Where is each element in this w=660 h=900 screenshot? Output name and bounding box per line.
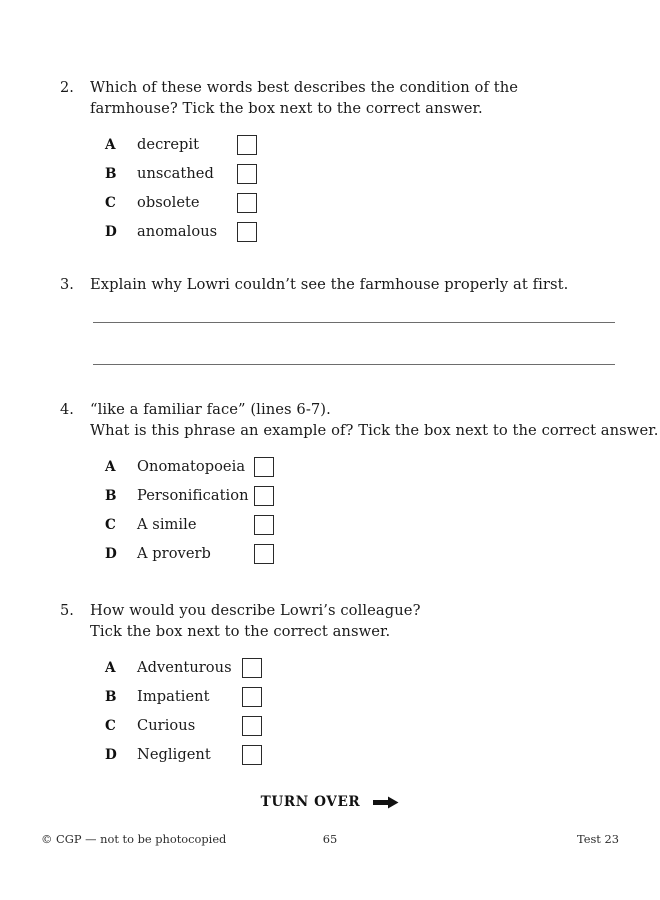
option-label: Personification	[137, 487, 249, 504]
question-2-heading	[0, 78, 660, 119]
question-5	[0, 601, 660, 769]
question-5-text-line2: Tick the box next to the correct answer.	[90, 622, 391, 640]
option-letter: B	[105, 487, 117, 504]
question-4-heading	[0, 400, 660, 441]
option-label: Adventurous	[137, 659, 232, 676]
option-row[interactable]	[105, 682, 660, 711]
option-row[interactable]	[105, 159, 660, 188]
question-3-text	[90, 275, 660, 296]
option-checkbox[interactable]	[254, 486, 274, 506]
option-checkbox[interactable]	[242, 687, 262, 707]
option-label: Impatient	[137, 688, 210, 705]
question-4-text-line1: “like a familiar face” (lines 6-7).	[90, 401, 331, 418]
option-label: Negligent	[137, 746, 211, 763]
option-letter: D	[105, 545, 117, 562]
question-3-heading	[0, 275, 660, 296]
question-5-options	[105, 653, 660, 769]
option-checkbox[interactable]	[242, 716, 262, 736]
option-checkbox[interactable]	[242, 745, 262, 765]
answer-line-1-container[interactable]	[93, 322, 615, 323]
question-5-number: 5.	[60, 603, 74, 619]
answer-line[interactable]	[93, 322, 615, 323]
option-letter: D	[105, 223, 117, 240]
option-row[interactable]	[105, 130, 660, 159]
question-2-text	[90, 78, 660, 119]
option-checkbox[interactable]	[254, 544, 274, 564]
option-letter: A	[105, 458, 116, 475]
question-2-number: 2.	[60, 80, 74, 96]
option-checkbox[interactable]	[254, 515, 274, 535]
question-3-number: 3.	[60, 277, 74, 293]
option-row[interactable]	[105, 217, 660, 246]
question-4-text	[90, 400, 660, 441]
turn-over-notice	[0, 794, 660, 810]
footer-page-number: 65	[322, 832, 338, 846]
footer-test-label: Test 23	[577, 832, 619, 846]
option-checkbox[interactable]	[237, 193, 257, 213]
option-letter: C	[105, 194, 116, 211]
option-label: Curious	[137, 717, 196, 734]
option-row[interactable]	[105, 452, 660, 481]
option-row[interactable]	[105, 510, 660, 539]
option-letter: A	[105, 136, 116, 153]
option-checkbox[interactable]	[237, 222, 257, 242]
option-row[interactable]	[105, 653, 660, 682]
option-letter: C	[105, 516, 116, 533]
option-row[interactable]	[105, 539, 660, 568]
option-letter: B	[105, 688, 117, 705]
question-4-text-line2: What is this phrase an example of? Tick the box next to the correct answer.	[90, 421, 659, 439]
option-label: unscathed	[137, 165, 214, 182]
option-checkbox[interactable]	[254, 457, 274, 477]
option-label: anomalous	[137, 223, 218, 240]
option-checkbox[interactable]	[237, 135, 257, 155]
question-2	[0, 78, 660, 246]
option-letter: D	[105, 746, 117, 763]
question-5-text-line1: How would you describe Lowri’s colleague?	[90, 602, 421, 619]
question-2-text-line1: Which of these words best describes the condition of the	[90, 79, 519, 96]
question-5-text	[90, 601, 660, 642]
option-checkbox[interactable]	[242, 658, 262, 678]
option-letter: A	[105, 659, 116, 676]
option-label: A simile	[137, 516, 197, 533]
option-letter: B	[105, 165, 117, 182]
option-letter: C	[105, 717, 116, 734]
option-label: A proverb	[137, 545, 211, 562]
option-row[interactable]	[105, 711, 660, 740]
question-5-heading	[0, 601, 660, 642]
question-4	[0, 400, 660, 568]
option-label: obsolete	[137, 194, 200, 211]
answer-line-2-container[interactable]	[93, 364, 615, 365]
question-2-options	[105, 130, 660, 246]
question-4-number: 4.	[60, 402, 74, 418]
question-3-text-line1: Explain why Lowri couldn’t see the farmhouse properly at first.	[90, 276, 569, 293]
option-row[interactable]	[105, 188, 660, 217]
question-4-options	[105, 452, 660, 568]
option-row[interactable]	[105, 481, 660, 510]
question-2-text-line2: farmhouse? Tick the box next to the correct answer.	[90, 99, 483, 117]
option-label: Onomatopoeia	[137, 458, 246, 475]
option-row[interactable]	[105, 740, 660, 769]
footer-copyright: © CGP — not to be photocopied	[41, 832, 227, 846]
question-3	[0, 275, 660, 296]
option-checkbox[interactable]	[237, 164, 257, 184]
option-label: decrepit	[137, 136, 200, 153]
answer-line[interactable]	[93, 364, 615, 365]
turn-over-label: TURN OVER	[260, 794, 361, 810]
right-arrow-icon	[373, 796, 399, 809]
